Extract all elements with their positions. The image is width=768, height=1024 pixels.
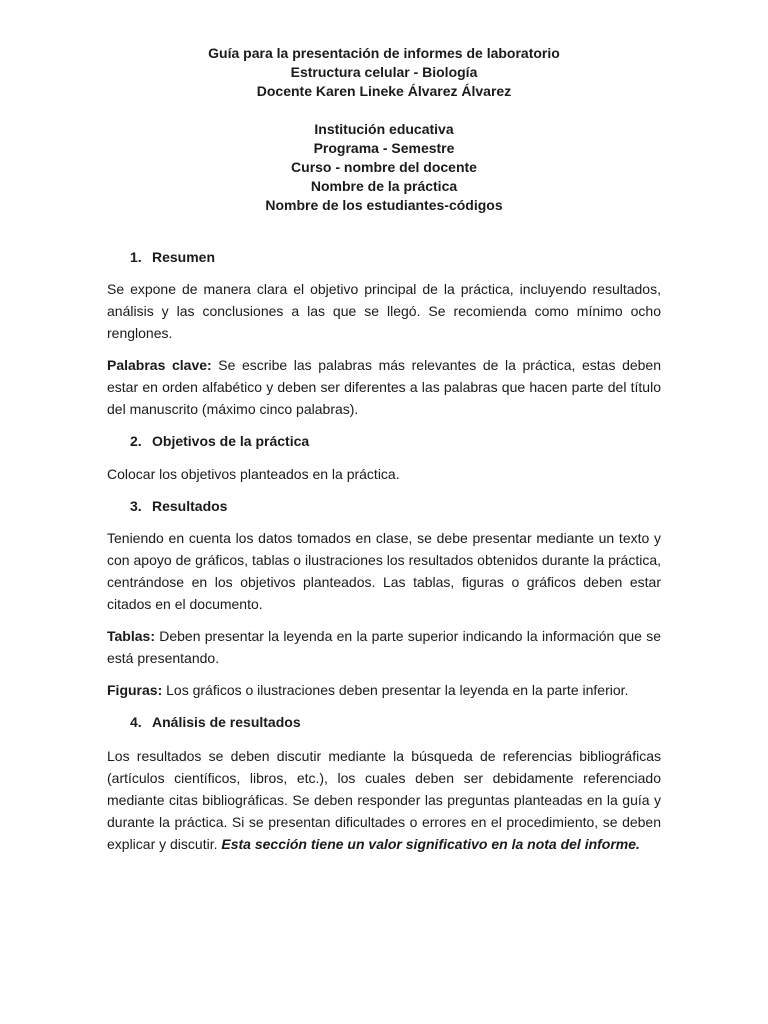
section-title: Resumen: [152, 249, 216, 265]
objetivos-paragraph: Colocar los objetivos planteados en la práctica.: [107, 466, 400, 482]
cover-field: Institución educativa: [314, 121, 454, 137]
keywords-text: Se escribe las palabras más relevantes de la práctica, estas deben estar en orden alfabético y deben ser diferentes a las palabras que hacen parte del título del manuscrito (máximo cinco palabras).: [107, 357, 662, 417]
keywords-label: Palabras clave:: [107, 357, 212, 373]
figuras-label: Figuras:: [107, 682, 163, 698]
section-number: 1.: [130, 249, 142, 265]
cover-field: Programa - Semestre: [313, 140, 455, 156]
analisis-text: Los resultados se deben discutir mediante la búsqueda de referencias bibliográficas (artículos científicos, libros, etc.), los cuales deben ser debidamente referenciado mediante citas bibliográficas. Se deben responder las preguntas planteadas en la guía y durante la práctica. Si se presentan dificultades o errores en el procedimiento, se deben explicar y discutir.: [107, 748, 661, 852]
section-title: Objetivos de la práctica: [152, 433, 310, 449]
cover-field: Nombre de los estudiantes-códigos: [265, 197, 503, 213]
document-header: [107, 44, 661, 215]
resultados-paragraph: Teniendo en cuenta los datos tomados en clase, se debe presentar mediante un texto y con apoyo de gráficos, tablas o ilustraciones los resultados obtenidos durante la práctica, centrándose en los objetivos planteados. Las tablas, figuras o gráficos deben estar citados en el documento.: [107, 530, 661, 612]
document-title: Guía para la presentación de informes de laboratorio: [208, 45, 560, 61]
section-title: Análisis de resultados: [152, 714, 301, 730]
figuras-paragraph: [107, 679, 661, 701]
section-number: 2.: [130, 433, 142, 449]
tablas-label: Tablas:: [107, 628, 155, 644]
tablas-text: Deben presentar la leyenda en la parte superior indicando la información que se está presentando.: [107, 628, 661, 666]
course-subtitle: Estructura celular - Biología: [290, 64, 478, 80]
section-heading-analisis: [107, 711, 661, 733]
section-title: Resultados: [152, 498, 228, 514]
section-number: 4.: [130, 714, 142, 730]
analisis-emphasis: Esta sección tiene un valor significativo en la nota del informe.: [221, 836, 640, 852]
section-heading-resumen: [107, 246, 661, 268]
document-page: [107, 44, 661, 855]
section-heading-resultados: [107, 495, 661, 517]
analisis-paragraph: [107, 745, 661, 855]
figuras-text: Los gráficos o ilustraciones deben presentar la leyenda en la parte inferior.: [162, 682, 629, 698]
cover-field: Nombre de la práctica: [310, 178, 458, 194]
teacher-name: Docente Karen Lineke Álvarez Álvarez: [256, 83, 512, 99]
section-number: 3.: [130, 498, 142, 514]
tablas-paragraph: [107, 625, 661, 669]
keywords-paragraph: [107, 354, 661, 420]
section-heading-objetivos: [107, 430, 661, 452]
cover-field: Curso - nombre del docente: [291, 159, 477, 175]
resumen-paragraph: Se expone de manera clara el objetivo principal de la práctica, incluyendo resultados, análisis y las conclusiones a las que se llegó. Se recomienda como mínimo ocho renglones.: [107, 281, 661, 341]
